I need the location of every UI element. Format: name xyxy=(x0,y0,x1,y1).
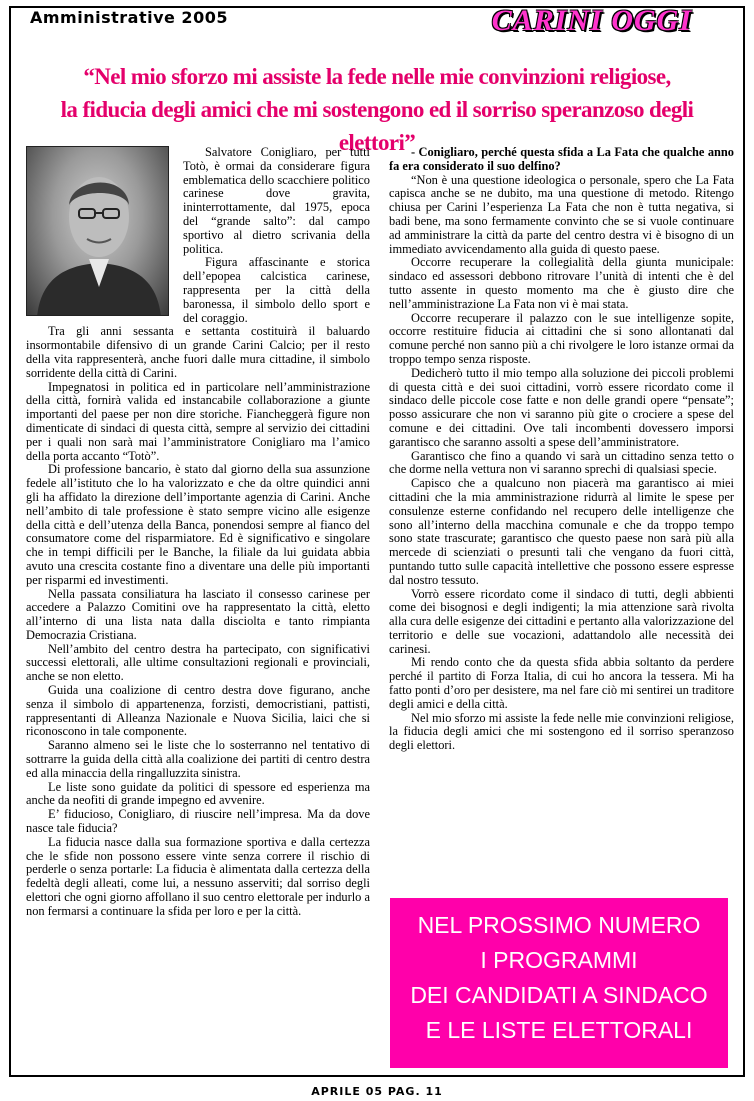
paragraph: Saranno almeno sei le liste che lo sosterranno nel tentativo di sottrarre la guida della città alla coalizione dei partiti di centro destra ed alla minaccia della ringalluzzita sinistra. xyxy=(26,738,370,780)
page-footer: APRILE 05 PAG. 11 xyxy=(311,1085,443,1098)
paragraph: Tra gli anni sessanta e settanta costituirà il baluardo insormontabile difensivo di un grande Carini Calcio; per il resto della vita rappresenterà, anche fuori dalle mura cittadine, il simbolo sorridente della città di Carini. xyxy=(26,324,370,380)
article-left-column xyxy=(26,146,370,919)
paragraph: Occorre recuperare la collegialità della giunta municipale: sindaco ed assessori debbono ritrovare l’unità di intenti che è del tutto assente in questo momento ma che è giusto dire che nell’amministrazione La Fata non vi è mai stata. xyxy=(389,255,734,311)
paragraph: Salvatore Conigliaro, per tutti Totò, è ormai da considerare figura emblematica dello scacchiere politico carinese dove gravita, ininterrottamente, dal 1975, epoca del “grande salto”: dal campo sportivo al dietro scrivania della politica. xyxy=(183,145,370,256)
section-tag: Amministrative 2005 xyxy=(30,8,228,27)
paragraph: Occorre recuperare il palazzo con le sue intelligenze sopite, occorre restituire fiducia ai cittadini che si sono allontanati dal comune perché non sanno più a chi rivolgere le loro istanze ormai da troppo tempo senza risposte. xyxy=(389,310,734,366)
article-right-column xyxy=(389,146,734,753)
paragraph: La fiducia nasce dalla sua formazione sportiva e dalla certezza che le sfide non possono essere vinte senza correre il rischio di perderle o senza portarle: La fiducia è alimentata dalla certezza della fedeltà degli alleati, come lui, a nessuno asserviti; dal sorriso degli elettori che ogni giorno affollano il suo centro elettorale per indurlo a non fermarsi a continuare la sfida per loro e per la città. xyxy=(26,834,370,918)
paragraph: Di professione bancario, è stato dal giorno della sua assunzione fedele all’istituto che lo ha valorizzato e che da oltre quindici anni gli ha affidato la direzione dell’importante agenzia di Carini. Anche nell’ambito di tale professione è stato sempre vicino alle esigenze della città e dell’utenza della Banca, ponendosi sempre al fianco del consumatore come del risparmiatore. Ed è significativo e singolare che in tempi difficili per le Banche, la filiale da lui guidata abbia avuto una crescita costante fino a diventare una delle più importanti per risparmi ed investimenti. xyxy=(26,462,370,587)
paragraph: Dedicherò tutto il mio tempo alla soluzione dei piccoli problemi di questa città e dei suoi cittadini, vorrò essere ricordato come il sindaco delle piccole cose fatte e non delle grandi opere “pensate”; posso assicurare che non vi saranno più gite o crociere a spese del comune e dei cittadini. Ove tali incombenti dovessero imporsi garantisco che saranno assolti a spese dell’amministratore. xyxy=(389,365,734,449)
portrait-figure xyxy=(27,147,169,316)
paragraph: “Non è una questione ideologica o personale, spero che La Fata capisca anche se ne dubito, ma una questione di metodo. Ritengo chiusa per Carini l’esperienza La Fata che non è tutta negativa, si badi bene, ma sono fermamente convinto che se si vuole continuare ad amministrare la città da parte del centro destra vi è bisogno di un immediato avvicendamento alla guida di questo paese. xyxy=(389,172,734,256)
headline-line-1: “Nel mio sforzo mi assiste la fede nelle mie convinzioni religiose, xyxy=(83,64,671,89)
interview-question: - Conigliaro, perché questa sfida a La Fata che qualche anno fa era considerato il suo delfino? xyxy=(389,145,734,173)
paragraph: Guida una coalizione di centro destra dove figurano, anche senza il simbolo di appartenenza, forzisti, democristiani, pattisti, rappresentanti di Alleanza Nazionale e Nuova Sicilia, laici che si riconoscono in tale componente. xyxy=(26,683,370,739)
next-issue-announcement xyxy=(390,898,728,1068)
announcement-line: I PROGRAMMI xyxy=(480,947,638,973)
paragraph: Nella passata consiliatura ha lasciato il consesso carinese per accedere a Palazzo Comitini ove ha rappresentato la città, eletto all’interno di una lista nata dalla disciolta e tanto rimpianta Democrazia Cristiana. xyxy=(26,586,370,642)
paragraph: Nel mio sforzo mi assiste la fede nelle mie convinzioni religiose, la fiducia degli amici che mi sostengono ed il sorriso speranzoso degli elettori. xyxy=(389,710,734,753)
announcement-line: NEL PROSSIMO NUMERO xyxy=(417,912,701,938)
paragraph: Nell’ambito del centro destra ha partecipato, con significativi successi elettorali, alle ultime consultazioni regionali e provinciali, anche se non eletto. xyxy=(26,641,370,684)
headline-line-2: la fiducia degli amici che mi sostengono ed il sorriso speranzoso degli elettori” xyxy=(60,97,694,155)
paragraph: E’ fiducioso, Conigliaro, di riuscire nell’impresa. Ma da dove nasce tale fiducia? xyxy=(26,807,370,836)
paragraph: Capisco che a qualcuno non piacerà ma garantisco ai miei cittadini che la mia amministrazione ridurrà al limite le spese per consulenze esterne confidando nel recupero delle intelligenze che sono all’interno della macchina comunale e che da troppo tempo sono state trascurate; garantisco che questo paese non sarà più alla mercede di scienziati o presunti tali che vengano da fuori città, puntando tutto sulle capacità intellettive che possono essere espresse dal nostro tessuto. xyxy=(389,476,734,587)
masthead-logo: CARINI OGGI xyxy=(491,4,692,37)
paragraph: Vorrò essere ricordato come il sindaco di tutti, degli abbienti come dei bisognosi e degli indigenti; la mia attenzione sarà rivolta alla cura delle esigenze dei cittadini e pertanto alla valorizzazione del territorio e delle sue vocazioni, adattandolo alle necessità dei carinesi. xyxy=(389,586,734,656)
candidate-portrait xyxy=(26,146,169,316)
paragraph: Mi rendo conto che da questa sfida abbia soltanto da perdere perché il partito di Forza Italia, di cui ho ancora la tessera. Mi ha fatto ponti d’oro per desistere, ma nel fare ciò mi sentirei un traditore degli amici e della città. xyxy=(389,655,734,711)
announcement-line: E LE LISTE ELETTORALI xyxy=(425,1017,693,1043)
paragraph: Impegnatosi in politica ed in particolare nell’amministrazione della città, fornirà valida ed instancabile collaborazione a giunte importanti del paese per non dire storiche. Fiancheggerà figure non dimenticate di sindaci di questa città, sempre al servizio dei cittadini per i quali non sarà mai l’amministratore Conigliaro ma l’amico della porta accanto “Totò”. xyxy=(26,379,370,463)
announcement-line: DEI CANDIDATI A SINDACO xyxy=(410,982,708,1008)
paragraph: Le liste sono guidate da politici di spessore ed esperienza ma anche da neofiti di grande impegno ed avvenire. xyxy=(26,779,370,808)
paragraph: Figura affascinante e storica dell’epopea calcistica carinese, rappresenta per la città della baronessa, il simbolo dello sport e del coraggio. xyxy=(183,255,370,325)
paragraph: Garantisco che fino a quando vi sarà un cittadino senza tetto o che dorme nella vettura non vi saranno sprechi di qualsiasi specie. xyxy=(389,448,734,477)
